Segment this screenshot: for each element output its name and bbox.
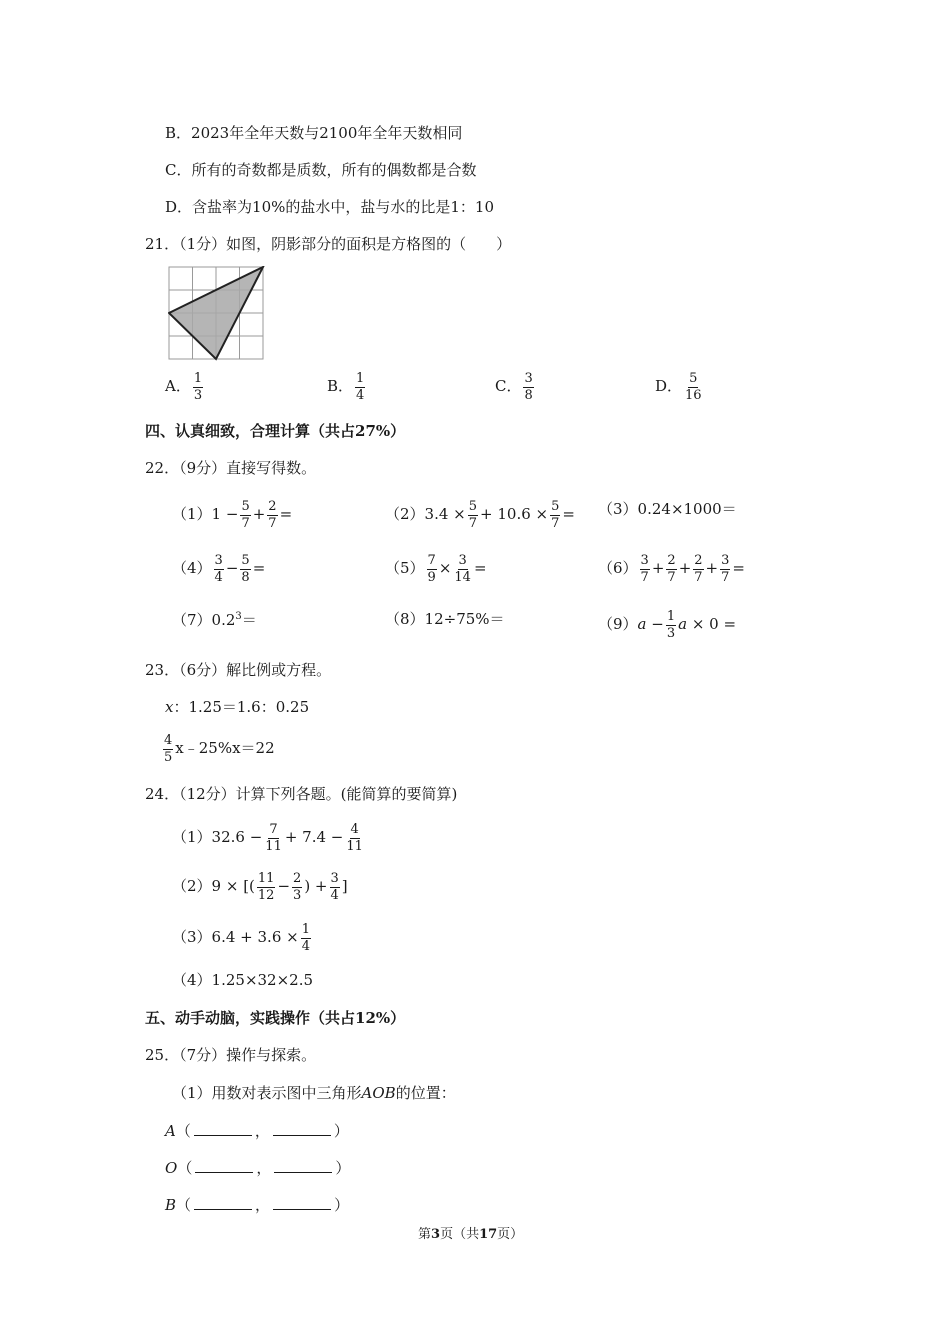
- q24-item-1: （1）32.6 − $\frac{7}{11}$ + 7.4 − $\frac{4}{11}$: [172, 822, 363, 854]
- q22-item-4: （4） $\frac{3}{4}$ − $\frac{5}{8}$ =: [172, 553, 266, 585]
- coord-row-a: A（ ， ）: [165, 1122, 349, 1140]
- q22-item-9: （9）a − $\frac{1}{3}$ a × 0 =: [598, 609, 737, 641]
- q22-stem: 22．（9分）直接写得数。: [145, 459, 317, 477]
- answer-blank[interactable]: [273, 1197, 331, 1210]
- q21-option-a: A． $\frac{1}{3}$: [165, 371, 203, 403]
- q20-option-c: C．所有的奇数都是质数，所有的偶数都是合数: [165, 161, 477, 179]
- q23-eq1: x：1.25＝1.6：0.25: [165, 698, 310, 716]
- q23-stem: 23．（6分）解比例或方程。: [145, 661, 332, 679]
- q24-stem: 24．（12分）计算下列各题。(能简算的要简算): [145, 785, 458, 803]
- q21-option-d: D． $\frac{5}{16}$: [655, 371, 702, 403]
- q22-item-2: （2）3.4 × $\frac{5}{7}$ + 10.6 × $\frac{5}{7}$ =: [385, 499, 575, 531]
- section4-title: 四、认真细致，合理计算（共占27%）: [145, 422, 406, 440]
- q22-item-3: （3）0.24×1000＝: [598, 500, 737, 518]
- q22-item-8: （8）12÷75%＝: [385, 610, 505, 628]
- q25-stem: 25．（7分）操作与探索。: [145, 1046, 317, 1064]
- answer-blank[interactable]: [194, 1197, 252, 1210]
- grid-figure: [168, 266, 265, 361]
- section5-title: 五、动手动脑，实践操作（共占12%）: [145, 1009, 406, 1027]
- q22-item-6: （6） $\frac{3}{7}$ + $\frac{2}{7}$ + $\frac{2}{7}$ + $\frac{3}{7}$ =: [598, 553, 745, 585]
- q25-sub1: （1）用数对表示图中三角形AOB的位置：: [172, 1084, 456, 1102]
- page-footer: 第3页（共17页）: [418, 1227, 524, 1242]
- q24-item-4: （4）1.25×32×2.5: [172, 971, 314, 989]
- answer-blank[interactable]: [273, 1123, 331, 1136]
- answer-blank[interactable]: [194, 1123, 252, 1136]
- coord-row-o: O（ ， ）: [165, 1159, 351, 1177]
- coord-row-b: B（ ， ）: [165, 1196, 350, 1214]
- q22-item-1: （1）1 − $\frac{5}{7}$ + $\frac{2}{7}$ =: [172, 499, 293, 531]
- q22-item-5: （5） $\frac{7}{9}$ × $\frac{3}{14}$ =: [385, 553, 487, 585]
- q20-option-d: D．含盐率为10%的盐水中，盐与水的比是1：10: [165, 198, 494, 216]
- q24-item-2: （2）9 × [( $\frac{11}{12}$ − $\frac{2}{3}$ ) + $\frac{3}{4}$ ]: [172, 871, 348, 903]
- q21-stem: 21．（1分）如图，阴影部分的面积是方格图的（ ）: [145, 235, 512, 253]
- q24-item-3: （3）6.4 + 3.6 × $\frac{1}{4}$: [172, 922, 310, 954]
- q22-item-7: $(7)0.2^3=$: [172, 611, 257, 629]
- q23-eq2: $\frac{4}{5}$ x﹣25%x＝22: [164, 733, 275, 765]
- q20-option-b: B．2023年全年天数与2100年全年天数相同: [165, 124, 463, 142]
- answer-blank[interactable]: [195, 1160, 253, 1173]
- answer-blank[interactable]: [274, 1160, 332, 1173]
- q21-option-b: B． $\frac{1}{4}$: [327, 371, 365, 403]
- q21-option-c: C． $\frac{3}{8}$: [495, 371, 533, 403]
